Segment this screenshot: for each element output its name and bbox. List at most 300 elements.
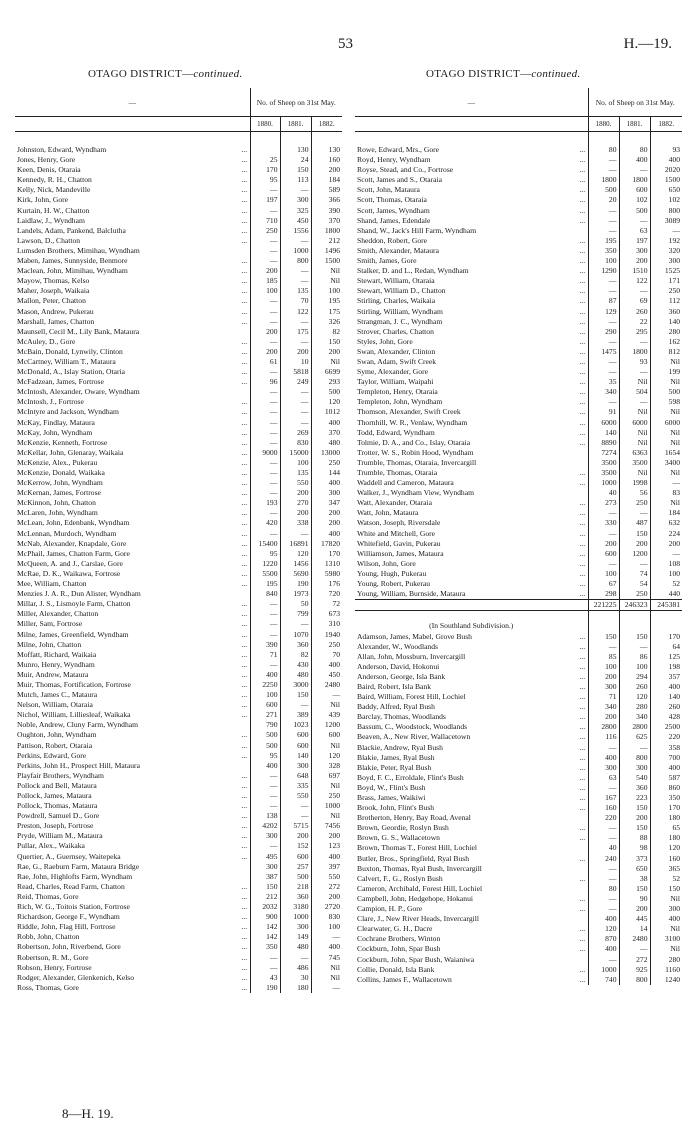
table-row — [15, 488, 342, 498]
count-1882: Nil — [650, 944, 682, 954]
owner-name: McKenzie, Donald, Waikaka — [17, 468, 105, 477]
count-1882: 120 — [650, 843, 682, 853]
leader-dots: ... — [579, 904, 586, 914]
count-1881: — — [280, 387, 311, 397]
count-1881: 200 — [280, 488, 311, 498]
count-1881: 24 — [280, 155, 311, 165]
count-1881: 430 — [280, 660, 311, 670]
count-1880: 100 — [588, 256, 619, 266]
count-1881: 800 — [619, 975, 650, 985]
table-row — [355, 367, 682, 377]
count-1881: 80 — [619, 145, 650, 155]
count-1882: 65 — [650, 823, 682, 833]
owner-name: McKernan, James, Fortrose — [17, 488, 101, 498]
leader-dots: ... — [579, 964, 586, 974]
count-1882: 160 — [311, 155, 342, 165]
count-1882: 123 — [311, 841, 342, 851]
count-1882: 673 — [311, 609, 342, 619]
owner-name: Blakie, James, Ryal Bush — [357, 752, 435, 762]
count-1882: 587 — [650, 773, 682, 783]
count-1880: 95 — [250, 175, 280, 185]
count-1880: 2032 — [250, 902, 280, 912]
count-1882: 100 — [311, 286, 342, 296]
table-row — [355, 418, 682, 428]
table-row — [355, 488, 682, 498]
count-1880: — — [250, 246, 280, 256]
count-1880: 740 — [588, 975, 619, 985]
count-1881: 400 — [619, 155, 650, 165]
leader-dots — [239, 862, 250, 872]
count-1881: 300 — [280, 195, 311, 205]
owner-name: Sheddon, Robert, Gore — [357, 235, 428, 245]
owner-name: Templeton, John, Wyndham — [357, 397, 443, 407]
owner-name: McAuley, D., Gore — [17, 336, 76, 346]
count-1880: 100 — [250, 690, 280, 700]
owner-name: Styles, John, Gore — [357, 336, 413, 346]
page-number: 53 — [338, 36, 353, 52]
owner-name: Perkins, Edward, Gore — [17, 750, 87, 760]
leader-dots: ... — [579, 286, 586, 296]
count-1880: 340 — [588, 702, 619, 712]
count-1880: 63 — [588, 773, 619, 783]
leader-dots: ... — [579, 306, 586, 316]
count-1880: 150 — [250, 882, 280, 892]
count-1881: — — [280, 407, 311, 417]
count-1882: 120 — [311, 397, 342, 407]
count-1881: 1510 — [619, 266, 650, 276]
count-1881: 1800 — [619, 347, 650, 357]
leader-dots — [577, 226, 588, 236]
count-1880: 1000 — [588, 478, 619, 488]
count-1882: 1940 — [311, 630, 342, 640]
count-1882: 199 — [650, 367, 682, 377]
count-1882: 400 — [650, 155, 682, 165]
count-1881: 280 — [619, 702, 650, 712]
count-1882: 1500 — [650, 175, 682, 185]
count-1881: 122 — [619, 276, 650, 286]
owner-name: Jones, Henry, Gore — [17, 155, 76, 165]
leader-dots: ... — [241, 639, 248, 649]
spacer-row — [355, 132, 682, 146]
right-sheep-header: No. of Sheep on 31st May. — [588, 88, 682, 117]
leader-dots — [577, 864, 588, 874]
table-row — [15, 690, 342, 700]
table-row — [355, 539, 682, 549]
owner-name: Pollock and Bell, Mataura — [17, 780, 97, 790]
count-1881: 38 — [619, 874, 650, 884]
leader-dots: ... — [579, 387, 586, 397]
table-row — [355, 894, 682, 904]
owner-name: Cockburn, John, Spar Bush — [357, 944, 441, 954]
count-1882: 357 — [650, 672, 682, 682]
owner-name: Rich, W. G., Toitois Station, Fortrose — [17, 902, 130, 912]
owner-name: McKenzie, Alex., Pukerau — [17, 457, 98, 467]
count-1880: 271 — [250, 710, 280, 720]
count-1882: 13000 — [311, 448, 342, 458]
count-1882: Nil — [650, 438, 682, 448]
table-row — [15, 407, 342, 417]
owner-name: McRae, D. K., Waikawa, Fortrose — [17, 568, 121, 578]
count-1881: 63 — [619, 226, 650, 236]
count-1880: 200 — [250, 327, 280, 337]
count-1881: 223 — [619, 793, 650, 803]
count-1881: 257 — [280, 862, 311, 872]
count-1881: 550 — [280, 791, 311, 801]
count-1882: 52 — [650, 874, 682, 884]
table-row — [355, 327, 682, 337]
count-1882: 6000 — [650, 418, 682, 428]
table-row — [15, 307, 342, 317]
leader-dots: ... — [579, 256, 586, 266]
count-1882: 280 — [650, 327, 682, 337]
owner-name: Kurtain, H. W., Chatton — [17, 205, 90, 215]
owner-name: Maunsell, Cecil M., Lily Bank, Mataura — [17, 326, 140, 336]
count-1881: 260 — [619, 682, 650, 692]
owner-name: Pollock, James, Mataura — [17, 791, 92, 800]
count-1880: 2800 — [588, 722, 619, 732]
footer-signature: 8—H. 19. — [62, 1106, 114, 1121]
table-row — [15, 206, 342, 216]
count-1880: 387 — [250, 872, 280, 882]
count-1881: 295 — [619, 327, 650, 337]
leader-dots: ... — [241, 679, 248, 689]
count-1880: 160 — [588, 803, 619, 813]
owner-name: Noble, Andrew, Cluny Farm, Wyndham — [17, 720, 139, 730]
table-row — [15, 831, 342, 841]
count-1882: 100 — [650, 569, 682, 579]
leader-dots: ... — [579, 752, 586, 762]
leader-dots: ... — [579, 336, 586, 346]
count-1881: 1200 — [619, 549, 650, 559]
table-row — [355, 652, 682, 662]
leader-dots: ... — [241, 377, 248, 387]
table-row — [15, 438, 342, 448]
count-1882: 350 — [650, 793, 682, 803]
count-1882: 200 — [650, 539, 682, 549]
leader-dots: ... — [579, 924, 586, 934]
count-1882: 390 — [311, 206, 342, 216]
table-row — [355, 559, 682, 569]
table-row — [15, 377, 342, 387]
owner-name: Brook, John, Flint's Bush — [357, 803, 435, 813]
leader-dots: ... — [241, 235, 248, 245]
count-1880: — — [250, 841, 280, 851]
count-1881: — — [280, 185, 311, 195]
table-row — [355, 508, 682, 518]
owner-name: Adamson, James, Mabel, Grove Bush — [357, 631, 472, 641]
count-1881: 830 — [280, 438, 311, 448]
count-1881: 149 — [280, 932, 311, 942]
owner-name: Tolmie, D. A., and Co., Islay, Otaraia — [357, 437, 471, 447]
owner-name: McNab, Alexander, Knapdale, Gore — [17, 538, 127, 548]
count-1881: 100 — [619, 662, 650, 672]
table-row — [355, 206, 682, 216]
table-row — [15, 872, 342, 882]
leader-dots — [577, 884, 588, 894]
owner-name: Brass, James, Waikiwi — [357, 793, 426, 802]
count-1881: 360 — [619, 783, 650, 793]
leader-dots: ... — [241, 508, 248, 518]
left-sheep-table — [15, 88, 342, 993]
count-1880: 197 — [250, 195, 280, 205]
owner-name: Waddell and Cameron, Mataura — [357, 478, 454, 488]
count-1881: 5818 — [280, 367, 311, 377]
owner-name: Thornhill, W. R., Venlaw, Wyndham — [357, 417, 468, 427]
owner-name: Pattison, Robert, Otaraia — [17, 740, 93, 750]
count-1881: 197 — [619, 236, 650, 246]
count-1881: 500 — [280, 872, 311, 882]
count-1881: 335 — [280, 781, 311, 791]
table-row — [15, 357, 342, 367]
count-1882: 1012 — [311, 407, 342, 417]
leader-dots: ... — [579, 518, 586, 528]
count-1881: 120 — [619, 692, 650, 702]
table-row — [355, 924, 682, 934]
count-1881: — — [619, 508, 650, 518]
count-1881: 340 — [619, 712, 650, 722]
table-row — [355, 438, 682, 448]
leader-dots: ... — [241, 488, 248, 498]
owner-name: Robb, John, Chatton — [17, 932, 80, 942]
owner-name: Watt, Alexander, Otaraia — [357, 498, 432, 508]
leader-dots: ... — [579, 944, 586, 954]
count-1881: 249 — [280, 377, 311, 387]
left-table-wrapper — [15, 88, 342, 993]
count-1882: 326 — [311, 317, 342, 327]
count-1881: 600 — [280, 852, 311, 862]
count-1881: 200 — [619, 256, 650, 266]
table-row — [15, 175, 342, 185]
table-row — [355, 347, 682, 357]
count-1882: Nil — [650, 377, 682, 387]
owner-name: Maher, Joseph, Waikaia — [17, 286, 90, 296]
count-1881: — — [619, 559, 650, 569]
count-1881: 150 — [280, 690, 311, 700]
count-1881: 30 — [280, 973, 311, 983]
count-1881: 1000 — [280, 912, 311, 922]
count-1881: 600 — [619, 185, 650, 195]
leader-dots: ... — [579, 782, 586, 792]
count-1880: 200 — [588, 539, 619, 549]
count-1881: Nil — [619, 428, 650, 438]
count-1881: 90 — [619, 894, 650, 904]
leader-dots — [239, 761, 250, 771]
count-1880: — — [250, 660, 280, 670]
count-1882: 2720 — [311, 902, 342, 912]
left-title-text: OTAGO DISTRICT— — [88, 68, 194, 80]
table-row — [355, 833, 682, 843]
count-1882: 310 — [311, 619, 342, 629]
count-1882: 144 — [311, 468, 342, 478]
owner-name: Cockburn, John, Spar Bush, Waianiwa — [357, 954, 475, 964]
owner-name: Royse, Stead, and Co., Fortrose — [357, 165, 454, 175]
table-row — [15, 771, 342, 781]
table-row — [355, 914, 682, 924]
leader-dots: ... — [579, 316, 586, 326]
count-1881: 70 — [280, 296, 311, 306]
count-1882: Nil — [311, 357, 342, 367]
count-1882: 220 — [650, 732, 682, 742]
leader-dots: ... — [579, 346, 586, 356]
table-row — [15, 397, 342, 407]
owner-name: Nelson, William, Otaraia — [17, 700, 93, 710]
leader-dots: ... — [241, 296, 248, 306]
owner-name: McIntosh, J., Fortrose — [17, 397, 84, 407]
leader-dots: ... — [579, 427, 586, 437]
count-1880: 9000 — [250, 448, 280, 458]
table-row — [15, 185, 342, 195]
leader-dots: ... — [241, 710, 248, 720]
count-1881: 1556 — [280, 226, 311, 236]
owner-name: Collins, James F., Wallacetown — [357, 974, 452, 984]
left-year-1880: 1880. — [250, 117, 280, 132]
count-1881: — — [280, 418, 311, 428]
leader-dots: ... — [241, 972, 248, 982]
owner-name: Scott, James and S., Otaraia — [357, 175, 442, 185]
totals-row — [355, 600, 682, 611]
count-1882: 140 — [650, 317, 682, 327]
count-1882: 150 — [311, 337, 342, 347]
count-1880: 900 — [250, 912, 280, 922]
count-1881: 3000 — [280, 680, 311, 690]
table-row — [15, 418, 342, 428]
owner-name: McKerrow, John, Wyndham — [17, 478, 103, 488]
owner-name: Landels, Adam, Pankend, Balclutha — [17, 225, 126, 235]
count-1882: 212 — [311, 236, 342, 246]
leader-dots — [239, 327, 250, 337]
owner-name: Brown, Thomas T., Forest Hill, Lochiel — [357, 843, 478, 853]
count-1880: 96 — [250, 377, 280, 387]
leader-dots: ... — [241, 498, 248, 508]
count-1881: 272 — [619, 955, 650, 965]
count-1881: 600 — [280, 741, 311, 751]
owner-name: Rae, John, Highlofts Farm, Wyndham — [17, 871, 133, 881]
owner-name: Read, Charles, Read Farm, Chatton — [17, 881, 125, 891]
count-1880: — — [588, 206, 619, 216]
leader-dots: ... — [579, 508, 586, 518]
leader-dots: ... — [579, 974, 586, 984]
leader-dots — [577, 955, 588, 965]
count-1880: 7274 — [588, 448, 619, 458]
owner-name: Young, William, Burnside, Mataura — [357, 589, 466, 599]
owner-name: Muir, Thomas, Fortification, Fortrose — [17, 679, 131, 689]
count-1880: — — [250, 387, 280, 397]
count-1880: — — [250, 609, 280, 619]
owner-name: Ross, Thomas, Gore — [17, 982, 79, 992]
count-1882: 428 — [650, 712, 682, 722]
count-1881: 799 — [280, 609, 311, 619]
right-year-1880: 1880. — [588, 117, 619, 132]
owner-name: Nichol, William, Lilliesleaf, Waikaka — [17, 710, 131, 720]
count-1880: 190 — [250, 983, 280, 993]
leader-dots — [239, 872, 250, 882]
count-1882: 6699 — [311, 367, 342, 377]
count-1880: 100 — [588, 569, 619, 579]
owner-name: Marshall, James, Chatton — [17, 316, 95, 326]
count-1881: 14 — [619, 924, 650, 934]
table-row — [355, 672, 682, 682]
owner-name: Boyd, F. C., Erroldale, Flint's Bush — [357, 772, 464, 782]
table-row — [355, 732, 682, 742]
count-1881: 6000 — [619, 418, 650, 428]
count-1880: — — [250, 418, 280, 428]
count-1880: — — [588, 783, 619, 793]
count-1882: 293 — [311, 377, 342, 387]
count-1882: 2020 — [650, 165, 682, 175]
leader-dots: ... — [241, 145, 248, 154]
table-row — [355, 813, 682, 823]
totals-label — [355, 600, 588, 611]
count-1881: 200 — [619, 813, 650, 823]
count-1882: 400 — [311, 852, 342, 862]
owner-name: Cochrane Brothers, Winton — [357, 934, 441, 944]
leader-dots: ... — [241, 316, 248, 326]
count-1882: 1500 — [311, 256, 342, 266]
count-1880: 150 — [588, 632, 619, 642]
count-1881: — — [619, 216, 650, 226]
count-1882: — — [650, 478, 682, 488]
table-row — [355, 793, 682, 803]
count-1881: 113 — [280, 175, 311, 185]
count-1881: 800 — [280, 256, 311, 266]
owner-name: Young, Robert, Pukerau — [357, 579, 431, 589]
leader-dots — [239, 246, 250, 256]
count-1882: 170 — [311, 549, 342, 559]
count-1880: — — [250, 508, 280, 518]
count-1880: — — [250, 236, 280, 246]
table-row — [15, 226, 342, 236]
count-1882: 72 — [311, 599, 342, 609]
count-1880: — — [250, 801, 280, 811]
count-1882: 800 — [650, 206, 682, 216]
owner-name: Todd, Edward, Wyndham — [357, 427, 435, 437]
count-1880: 400 — [588, 914, 619, 924]
count-1881: — — [619, 165, 650, 175]
count-1881: Nil — [619, 407, 650, 417]
count-1880: — — [250, 407, 280, 417]
table-row — [15, 579, 342, 589]
count-1881: 82 — [280, 650, 311, 660]
owner-name: Kennedy, R. H., Chatton — [17, 175, 92, 185]
count-1882: 1160 — [650, 965, 682, 975]
leader-dots: ... — [241, 690, 248, 700]
owner-name: Scott, James, Wyndham — [357, 205, 430, 215]
table-row — [355, 692, 682, 702]
leader-dots: ... — [579, 893, 586, 903]
count-1881: 540 — [619, 773, 650, 783]
count-1882: 7456 — [311, 821, 342, 831]
owner-name: Maclean, John, Mimihau, Wyndham — [17, 266, 128, 276]
leader-dots: ... — [579, 367, 586, 377]
count-1882: 70 — [311, 650, 342, 660]
owner-name: Perkins, John H., Prospect Hill, Mataura — [17, 760, 140, 770]
count-1882: 500 — [650, 387, 682, 397]
count-1882: 200 — [311, 165, 342, 175]
count-1881: 500 — [619, 206, 650, 216]
right-year-1882: 1882. — [650, 117, 682, 132]
table-row — [355, 296, 682, 306]
table-row — [15, 741, 342, 751]
count-1881: Nil — [619, 377, 650, 387]
count-1881: 250 — [619, 498, 650, 508]
count-1882: 650 — [650, 185, 682, 195]
leader-dots: ... — [579, 579, 586, 589]
leader-dots: ... — [579, 568, 586, 578]
table-row — [15, 912, 342, 922]
table-row — [355, 397, 682, 407]
count-1880: — — [588, 894, 619, 904]
count-1881: 120 — [280, 549, 311, 559]
